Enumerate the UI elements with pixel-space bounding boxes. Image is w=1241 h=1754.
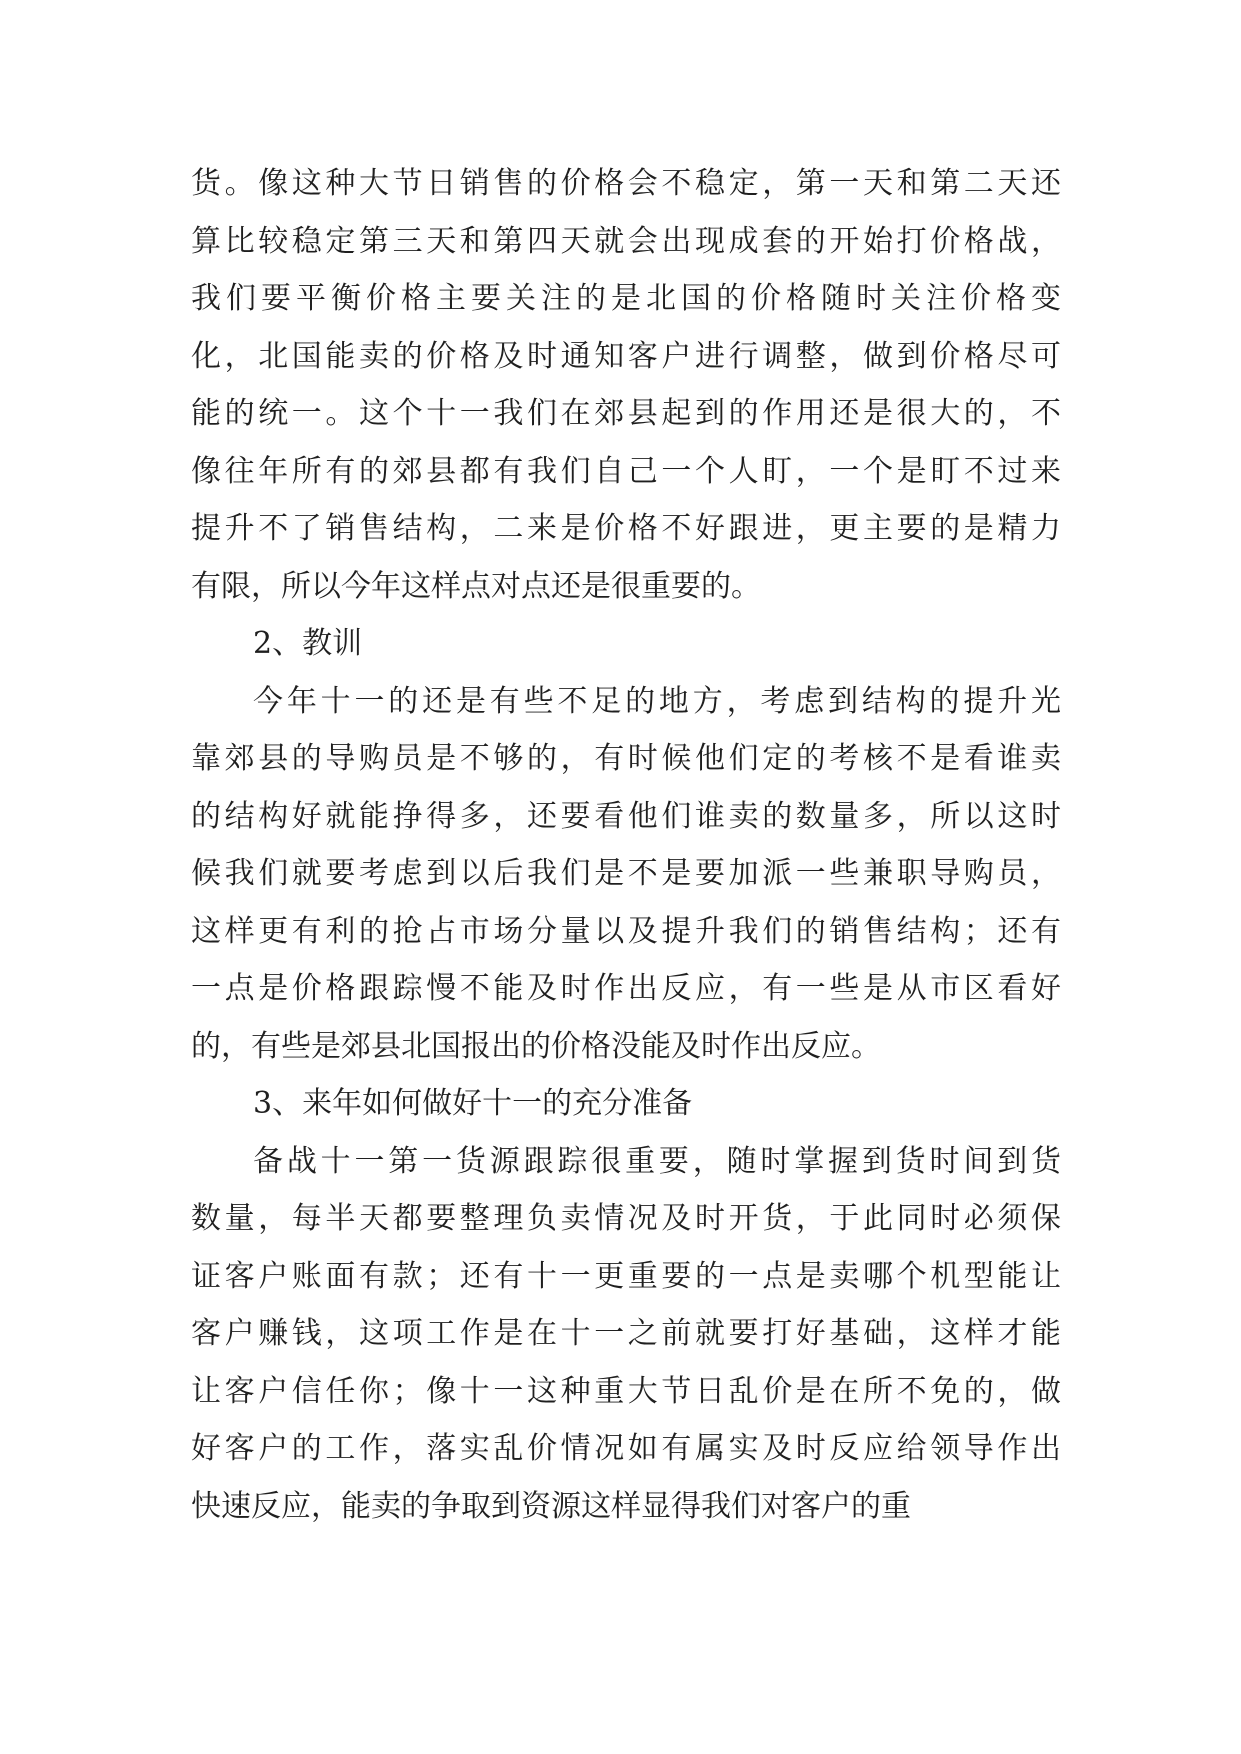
paragraph-line: 算比较稳定第三天和第四天就会出现成套的开始打价格战， [191, 223, 1061, 259]
paragraph-line: 提升不了销售结构，二来是价格不好跟进，更主要的是精力 [191, 511, 1061, 546]
paragraph-line: 好客户的工作，落实乱价情况如有属实及时反应给领导作出 [191, 1431, 1061, 1466]
paragraph-line: 这样更有利的抢占市场分量以及提升我们的销售结构；还有 [191, 913, 1061, 949]
paragraph-line: 能的统一。这个十一我们在郊县起到的作用还是很大的，不 [191, 396, 1061, 431]
section-heading: 3、来年如何做好十一的充分准备 [253, 1086, 693, 1121]
paragraph-line: 客户赚钱，这项工作是在十一之前就要打好基础，这样才能 [191, 1316, 1061, 1351]
paragraph-line: 备战十一第一货源跟踪很重要，随时掌握到货时间到货 [253, 1143, 1061, 1179]
paragraph-line: 候我们就要考虑到以后我们是不是要加派一些兼职导购员， [191, 856, 1061, 891]
paragraph-line: 化，北国能卖的价格及时通知客户进行调整，做到价格尽可 [191, 338, 1061, 374]
document-body [191, 155, 1061, 1535]
paragraph-line: 的，有些是郊县北国报出的价格没能及时作出反应。 [191, 1028, 881, 1064]
paragraph-line: 让客户信任你；像十一这种重大节日乱价是在所不免的，做 [191, 1373, 1061, 1409]
paragraph-line: 有限，所以今年这样点对点还是很重要的。 [191, 568, 761, 604]
paragraph-line: 证客户账面有款；还有十一更重要的一点是卖哪个机型能让 [191, 1258, 1061, 1294]
paragraph-line: 货。像这种大节日销售的价格会不稳定，第一天和第二天还 [191, 166, 1061, 201]
paragraph-line: 靠郊县的导购员是不够的，有时候他们定的考核不是看谁卖 [191, 741, 1061, 776]
paragraph-line: 快速反应，能卖的争取到资源这样显得我们对客户的重 [191, 1488, 911, 1524]
paragraph-line: 我们要平衡价格主要关注的是北国的价格随时关注价格变 [191, 281, 1061, 316]
paragraph-line: 今年十一的还是有些不足的地方，考虑到结构的提升光 [253, 683, 1061, 719]
paragraph-line: 像往年所有的郊县都有我们自己一个人盯，一个是盯不过来 [191, 453, 1061, 489]
section-heading: 2、教训 [253, 626, 363, 661]
paragraph-line: 的结构好就能挣得多，还要看他们谁卖的数量多，所以这时 [191, 798, 1061, 834]
paragraph-line: 数量，每半天都要整理负卖情况及时开货，于此同时必须保 [191, 1201, 1061, 1236]
paragraph-line: 一点是价格跟踪慢不能及时作出反应，有一些是从市区看好 [191, 971, 1061, 1006]
